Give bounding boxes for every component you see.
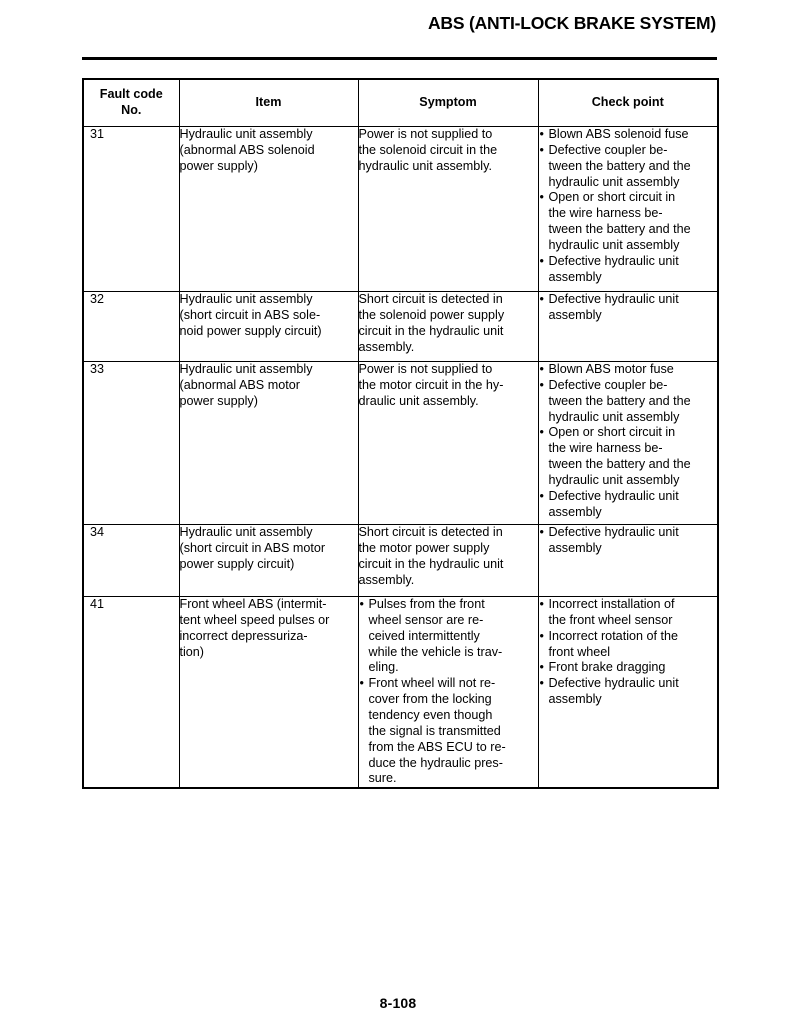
symptom-text-list [359, 597, 538, 787]
cell-symptom [358, 525, 538, 597]
symptom-text-line: Short circuit is detected in [358, 525, 503, 539]
item-text-line: Hydraulic unit assembly [179, 362, 313, 376]
check-point-text-item-line: Defective hydraulic unit [548, 676, 679, 691]
check-point-text-list [539, 525, 718, 557]
item-text-line: tion) [179, 644, 204, 659]
page-header [82, 14, 716, 33]
check-point-text-item-line: Blown ABS motor fuse [548, 362, 674, 376]
check-point-text-item [539, 660, 718, 676]
item-text-line: (abnormal ABS motor [179, 377, 300, 392]
check-point-text-item [539, 292, 718, 324]
check-point-text-item-line: assembly [548, 504, 602, 519]
bullet-icon: • [359, 676, 364, 691]
check-point-text-list [539, 597, 718, 708]
symptom-text [359, 292, 538, 355]
check-point-text-list [539, 292, 718, 324]
column-header-line1: Item [255, 95, 282, 110]
cell-symptom [358, 127, 538, 292]
check-point-text-item [539, 489, 718, 521]
cell-symptom [358, 362, 538, 525]
table-row [83, 292, 718, 362]
table-row [83, 362, 718, 525]
table-row [83, 525, 718, 597]
page-footer [0, 995, 796, 1013]
column-header-check-point [538, 79, 718, 127]
check-point-text-item-line: hydraulic unit assembly [548, 473, 680, 488]
check-point-text-item-line: tween the battery and the [548, 158, 691, 173]
header-rule [82, 57, 717, 60]
symptom-text-line: circuit in the hydraulic unit [358, 323, 504, 338]
check-point-text-item-line: tween the battery and the [548, 393, 691, 408]
check-point-text-item-line: tween the battery and the [548, 222, 691, 237]
cell-fault-code-no: 32 [83, 292, 179, 362]
symptom-text-item-line: ceived intermittently [368, 628, 480, 643]
item-text-line: Hydraulic unit assembly [179, 292, 313, 306]
symptom-text-item-line: Front wheel will not re- [368, 676, 496, 691]
column-header-line1: Check point [591, 95, 664, 110]
symptom-text-line: the motor power supply [358, 540, 490, 555]
check-point-text-item [539, 127, 718, 143]
symptom-text-line: Short circuit is detected in [358, 292, 503, 306]
bullet-icon: • [539, 597, 544, 611]
column-header-line1: Fault code [99, 87, 163, 102]
check-point-text-item-line: assembly [548, 307, 602, 322]
item-text-line: incorrect depressuriza- [179, 628, 308, 643]
symptom-text-item [359, 676, 538, 787]
bullet-icon: • [539, 190, 544, 205]
item-text [180, 597, 358, 660]
symptom-text-item-line: tendency even though [368, 708, 493, 723]
cell-item [179, 292, 358, 362]
item-text-line: tent wheel speed pulses or [179, 612, 330, 627]
check-point-text-item-line: the wire harness be- [548, 441, 663, 456]
check-point-text-item-line: Incorrect installation of [548, 597, 675, 611]
symptom-text [359, 127, 538, 175]
table-row [83, 127, 718, 292]
cell-check-point [538, 597, 718, 789]
check-point-text-item [539, 254, 718, 286]
symptom-text-line: assembly. [358, 572, 415, 587]
bullet-icon: • [539, 127, 544, 141]
check-point-text-item-line: Incorrect rotation of the [548, 628, 679, 643]
check-point-text-item-line: Open or short circuit in [548, 425, 676, 440]
column-header-item [179, 79, 358, 127]
bullet-icon: • [539, 488, 544, 503]
check-point-text-item-line: tween the battery and the [548, 457, 691, 472]
column-header-fault-code-no [83, 79, 179, 127]
cell-check-point [538, 362, 718, 525]
check-point-text-item [539, 629, 718, 661]
fault-code-table [82, 78, 719, 789]
symptom-text-item [359, 597, 538, 676]
check-point-text-list [539, 362, 718, 521]
check-point-text-item [539, 190, 718, 253]
symptom-text-item-line: Pulses from the front [368, 597, 485, 611]
cell-symptom [358, 597, 538, 789]
item-text-line: noid power supply circuit) [179, 323, 322, 338]
bullet-icon: • [539, 628, 544, 643]
symptom-text-item-line: cover from the locking [368, 692, 492, 707]
bullet-icon: • [539, 292, 544, 306]
check-point-text-item-line: the wire harness be- [548, 206, 663, 221]
check-point-text-item [539, 143, 718, 191]
check-point-text-item-line: Defective coupler be- [548, 377, 668, 392]
check-point-text-item-line: Defective coupler be- [548, 142, 668, 157]
bullet-icon: • [539, 676, 544, 691]
page-title: ABS (ANTI-LOCK BRAKE SYSTEM) [427, 13, 716, 33]
check-point-text-item [539, 525, 718, 557]
cell-symptom [358, 292, 538, 362]
symptom-text-line: the solenoid circuit in the [358, 142, 498, 157]
bullet-icon: • [539, 142, 544, 157]
column-header-symptom [358, 79, 538, 127]
table-body [83, 127, 718, 789]
check-point-text-item [539, 378, 718, 426]
cell-item [179, 362, 358, 525]
table-header [83, 79, 718, 127]
symptom-text-item-line: eling. [368, 660, 399, 675]
symptom-text-item-line: from the ABS ECU to re- [368, 739, 506, 754]
symptom-text-item-line: duce the hydraulic pres- [368, 755, 503, 770]
cell-fault-code-no: 33 [83, 362, 179, 525]
item-text [180, 362, 358, 410]
cell-fault-code-no: 34 [83, 525, 179, 597]
check-point-text-item-line: assembly [548, 692, 602, 707]
symptom-text-line: hydraulic unit assembly. [358, 158, 492, 173]
symptom-text-item-line: wheel sensor are re- [368, 612, 484, 627]
cell-check-point [538, 292, 718, 362]
item-text-line: Front wheel ABS (intermit- [179, 597, 327, 611]
column-header-line1: Symptom [419, 95, 477, 110]
item-text-line: power supply circuit) [179, 556, 295, 571]
item-text-line: (abnormal ABS solenoid [179, 142, 315, 157]
item-text-line: power supply) [179, 158, 258, 173]
symptom-text-item-line: the signal is transmitted [368, 723, 501, 738]
symptom-text-line: assembly. [358, 339, 415, 354]
cell-item [179, 597, 358, 789]
check-point-text-list [539, 127, 718, 286]
item-text [180, 292, 358, 340]
symptom-text [359, 362, 538, 410]
bullet-icon: • [539, 660, 544, 675]
check-point-text-item-line: the front wheel sensor [548, 612, 673, 627]
item-text-line: (short circuit in ABS motor [179, 540, 326, 555]
item-text-line: Hydraulic unit assembly [179, 525, 313, 539]
item-text-line: power supply) [179, 393, 258, 408]
symptom-text-line: the motor circuit in the hy- [358, 377, 504, 392]
check-point-text-item-line: hydraulic unit assembly [548, 174, 680, 189]
bullet-icon: • [539, 425, 544, 440]
cell-item [179, 525, 358, 597]
cell-fault-code-no: 31 [83, 127, 179, 292]
cell-check-point [538, 525, 718, 597]
bullet-icon: • [539, 525, 544, 539]
table-row [83, 597, 718, 789]
page-number: 8-108 [379, 995, 417, 1011]
cell-check-point [538, 127, 718, 292]
check-point-text-item-line: hydraulic unit assembly [548, 238, 680, 253]
check-point-text-item-line: Defective hydraulic unit [548, 525, 679, 539]
cell-fault-code-no: 41 [83, 597, 179, 789]
check-point-text-item-line: Defective hydraulic unit [548, 292, 679, 306]
symptom-text-line: Power is not supplied to [358, 362, 493, 376]
check-point-text-item [539, 676, 718, 708]
symptom-text-item-line: sure. [368, 771, 397, 786]
table-header-row [83, 79, 718, 127]
check-point-text-item-line: Front brake dragging [548, 660, 666, 675]
symptom-text [359, 525, 538, 588]
check-point-text-item-line: assembly [548, 269, 602, 284]
bullet-icon: • [539, 253, 544, 268]
check-point-text-item-line: hydraulic unit assembly [548, 409, 680, 424]
check-point-text-item [539, 362, 718, 378]
bullet-icon: • [539, 377, 544, 392]
check-point-text-item-line: Defective hydraulic unit [548, 253, 679, 268]
symptom-text-line: the solenoid power supply [358, 307, 505, 322]
cell-item [179, 127, 358, 292]
symptom-text-item-line: while the vehicle is trav- [368, 644, 503, 659]
item-text-line: (short circuit in ABS sole- [179, 307, 321, 322]
item-text [180, 525, 358, 573]
column-header-line2: No. [121, 103, 142, 117]
check-point-text-item-line: front wheel [548, 644, 611, 659]
check-point-text-item [539, 425, 718, 488]
check-point-text-item-line: assembly [548, 540, 602, 555]
check-point-text-item-line: Open or short circuit in [548, 190, 676, 205]
symptom-text-line: Power is not supplied to [358, 127, 493, 141]
check-point-text-item-line: Blown ABS solenoid fuse [548, 127, 689, 141]
bullet-icon: • [359, 597, 364, 611]
symptom-text-line: draulic unit assembly. [358, 393, 479, 408]
symptom-text-line: circuit in the hydraulic unit [358, 556, 504, 571]
item-text-line: Hydraulic unit assembly [179, 127, 313, 141]
item-text [180, 127, 358, 175]
check-point-text-item-line: Defective hydraulic unit [548, 488, 679, 503]
bullet-icon: • [539, 362, 544, 376]
check-point-text-item [539, 597, 718, 629]
